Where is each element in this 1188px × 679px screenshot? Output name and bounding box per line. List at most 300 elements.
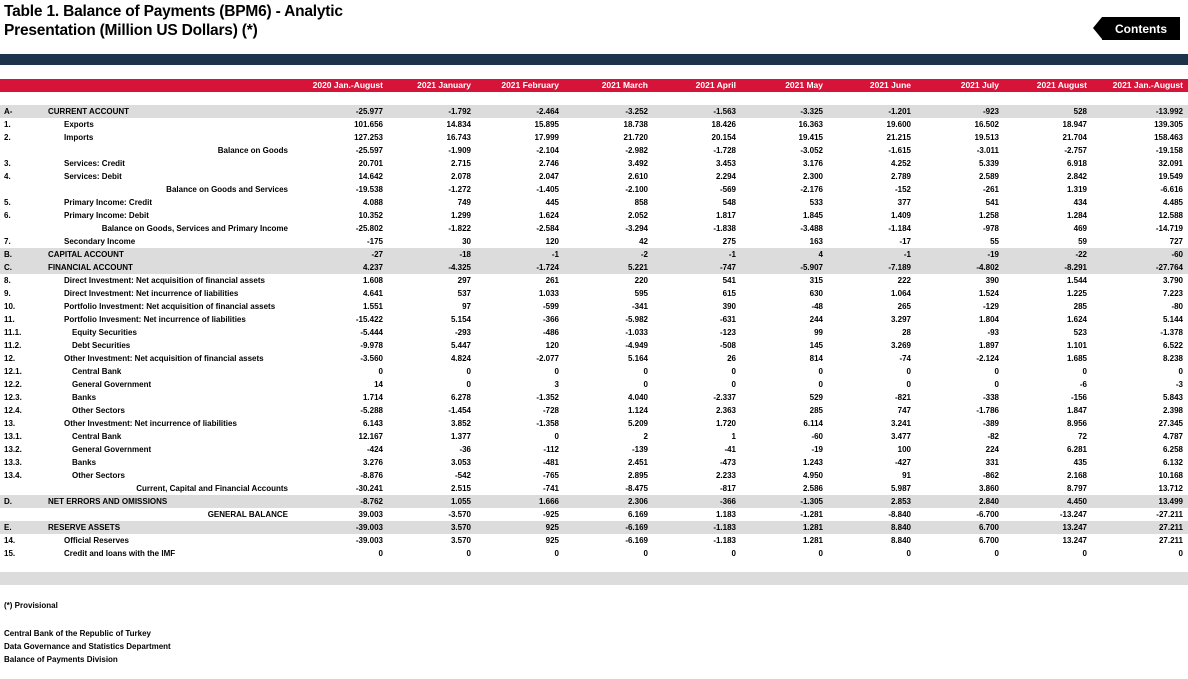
table-cell: 4.040 [627, 393, 648, 402]
row-label: Other Investment: Net acquisition of financial assets [64, 354, 264, 363]
table-cell: -30.241 [355, 484, 383, 493]
table-cell: 18.426 [711, 120, 736, 129]
table-cell: 0 [378, 549, 383, 558]
table-cell: -3.294 [625, 224, 648, 233]
table-cell: 0 [994, 380, 999, 389]
table-cell: -3.560 [360, 354, 383, 363]
table-cell: 1 [731, 432, 736, 441]
table-cell: 1.624 [538, 211, 559, 220]
table-cell: -2 [640, 250, 648, 259]
table-cell: 0 [466, 549, 471, 558]
table-cell: -15.422 [355, 315, 383, 324]
table-cell: 1.243 [802, 458, 823, 467]
table-cell: -1.728 [713, 146, 736, 155]
table-cell: 2.052 [627, 211, 648, 220]
table-cell: 8.238 [1162, 354, 1183, 363]
table-cell: -60 [811, 432, 823, 441]
table-cell: 1.524 [978, 289, 999, 298]
table-cell: 4.450 [1066, 497, 1087, 506]
table-cell: 27.211 [1158, 536, 1183, 545]
row-code: 9. [4, 289, 11, 298]
table-cell: 139.305 [1154, 120, 1183, 129]
table-cell: 5.154 [450, 315, 471, 324]
table-cell: -424 [366, 445, 383, 454]
table-cell: 224 [985, 445, 999, 454]
row-label: Secondary Income [64, 237, 136, 246]
row-code: 13.4. [4, 471, 22, 480]
row-label: Direct Investment: Net incurrence of liabilities [64, 289, 239, 298]
table-cell: -925 [542, 510, 559, 519]
table-cell: -427 [894, 458, 911, 467]
row-label: Balance on Goods, Services and Primary Income [101, 224, 288, 233]
table-cell: 529 [809, 393, 823, 402]
row-code: A- [4, 107, 13, 116]
table-cell: -5.907 [800, 263, 823, 272]
row-label: Primary Income: Credit [64, 198, 153, 207]
column-header: 2021 April [695, 80, 736, 90]
table-cell: 42 [639, 237, 648, 246]
table-row [0, 378, 1188, 391]
table-row [0, 248, 1188, 261]
title-line-2: Presentation (Million US Dollars) (*) [4, 22, 258, 39]
table-cell: -1.909 [448, 146, 471, 155]
table-cell: 0 [643, 549, 648, 558]
table-row [0, 482, 1188, 495]
row-code: 1. [4, 120, 11, 129]
table-cell: 120 [545, 237, 559, 246]
table-cell: 1.377 [450, 432, 471, 441]
table-cell: 528 [1073, 107, 1087, 116]
table-cell: 1.281 [802, 536, 823, 545]
table-row [0, 131, 1188, 144]
table-cell: 3.860 [978, 484, 999, 493]
table-cell: 16.743 [446, 133, 471, 142]
row-label: NET ERRORS AND OMISSIONS [48, 497, 168, 506]
table-cell: 18.947 [1062, 120, 1087, 129]
row-code: 13.1. [4, 432, 22, 441]
table-cell: -1 [551, 250, 559, 259]
row-code: 10. [4, 302, 16, 311]
row-label: RESERVE ASSETS [48, 523, 121, 532]
table-row [0, 157, 1188, 170]
table-cell: -389 [982, 419, 999, 428]
table-cell: -1.358 [536, 419, 559, 428]
table-cell: 0 [1082, 367, 1087, 376]
table-cell: -39.003 [355, 523, 383, 532]
table-row [0, 547, 1188, 560]
table-cell: 6.258 [1162, 445, 1183, 454]
table-cell: 19.513 [974, 133, 999, 142]
table-cell: -3.488 [800, 224, 823, 233]
table-cell: -765 [542, 471, 559, 480]
table-cell: 3.241 [890, 419, 911, 428]
table-cell: -1.184 [888, 224, 911, 233]
row-label: Central Bank [72, 367, 122, 376]
table-cell: 6.281 [1066, 445, 1087, 454]
table-cell: -2.100 [625, 185, 648, 194]
table-cell: 0 [1178, 367, 1183, 376]
table-cell: 0 [731, 549, 736, 558]
table-cell: 548 [722, 198, 736, 207]
table-cell: 3.276 [362, 458, 383, 467]
table-cell: -821 [894, 393, 911, 402]
row-code: 6. [4, 211, 11, 220]
table-cell: -1.405 [536, 185, 559, 194]
table-row [0, 456, 1188, 469]
table-cell: 434 [1073, 198, 1087, 207]
table-cell: -338 [982, 393, 999, 402]
table-cell: -1.838 [713, 224, 736, 233]
table-cell: -3.570 [448, 510, 471, 519]
table-cell: 1.409 [890, 211, 911, 220]
row-label: Other Sectors [72, 406, 125, 415]
row-label: Banks [72, 393, 97, 402]
row-code: 14. [4, 536, 16, 545]
table-cell: -1.563 [713, 107, 736, 116]
table-row [0, 443, 1188, 456]
table-cell: 0 [731, 367, 736, 376]
table-cell: -481 [542, 458, 559, 467]
table-cell: -741 [542, 484, 559, 493]
table-cell: 3 [554, 380, 559, 389]
table-cell: -152 [894, 185, 911, 194]
page-title [4, 2, 343, 40]
table-cell: 3.570 [450, 536, 471, 545]
table-cell: 2 [643, 432, 648, 441]
table-cell: -8.291 [1064, 263, 1087, 272]
navy-divider [0, 54, 1188, 65]
table-row [0, 105, 1188, 118]
table-cell: 925 [545, 536, 559, 545]
table-cell: -2.176 [800, 185, 823, 194]
table-cell: -48 [811, 302, 823, 311]
table-cell: 3.852 [450, 419, 471, 428]
table-cell: -1.378 [1160, 328, 1183, 337]
table-row [0, 313, 1188, 326]
table-row [0, 287, 1188, 300]
table-cell: 6.278 [450, 393, 471, 402]
table-row [0, 144, 1188, 157]
table-cell: 630 [809, 289, 823, 298]
row-code: 4. [4, 172, 11, 181]
table-cell: 1.033 [538, 289, 559, 298]
table-cell: -2.584 [536, 224, 559, 233]
table-cell: -5.982 [625, 315, 648, 324]
table-row [0, 495, 1188, 508]
table-cell: 26 [727, 354, 736, 363]
table-row [0, 183, 1188, 196]
table-row [0, 430, 1188, 443]
table-cell: -19.538 [355, 185, 383, 194]
table-cell: 315 [809, 276, 823, 285]
table-row [0, 300, 1188, 313]
table-cell: -3.011 [976, 146, 999, 155]
table-cell: -1.183 [713, 536, 736, 545]
table-cell: 5.339 [978, 159, 999, 168]
table-row [0, 209, 1188, 222]
table-cell: -1.272 [448, 185, 471, 194]
table-cell: -4.802 [976, 263, 999, 272]
table-cell: -9.978 [360, 341, 383, 350]
table-cell: -175 [366, 237, 383, 246]
table-cell: -123 [719, 328, 736, 337]
table-cell: 10.352 [358, 211, 383, 220]
table-cell: -17 [899, 237, 911, 246]
row-code: 12.3. [4, 393, 22, 402]
table-cell: -631 [719, 315, 736, 324]
table-cell: 0 [906, 549, 911, 558]
table-cell: 2.895 [627, 471, 648, 480]
table-cell: 0 [1082, 549, 1087, 558]
table-cell: -4.325 [448, 263, 471, 272]
table-cell: 537 [457, 289, 471, 298]
table-cell: 4.641 [362, 289, 383, 298]
row-label: Services: Debit [64, 172, 122, 181]
table-cell: -19 [987, 250, 999, 259]
table-cell: 5.843 [1162, 393, 1183, 402]
row-code: D. [4, 497, 12, 506]
table-cell: 469 [1073, 224, 1087, 233]
table-cell: 390 [722, 302, 736, 311]
table-cell: -112 [543, 445, 559, 454]
table-cell: 16.363 [798, 120, 823, 129]
table-cell: -2.982 [625, 146, 648, 155]
table-cell: 1.284 [1066, 211, 1087, 220]
table-cell: 1.845 [802, 211, 823, 220]
table-cell: 30 [462, 237, 471, 246]
table-cell: 220 [634, 276, 648, 285]
row-code: 3. [4, 159, 11, 168]
table-cell: 16.502 [974, 120, 999, 129]
table-cell: -2.077 [536, 354, 559, 363]
table-cell: 6.522 [1162, 341, 1183, 350]
table-cell: 72 [1078, 432, 1087, 441]
table-cell: 27.211 [1158, 523, 1183, 532]
table-cell: -542 [454, 471, 471, 480]
table-cell: 7.223 [1162, 289, 1183, 298]
row-code: 13.3. [4, 458, 22, 467]
table-cell: 8.840 [890, 536, 911, 545]
table-cell: 2.746 [538, 159, 559, 168]
table-row [0, 326, 1188, 339]
table-cell: -1.786 [976, 406, 999, 415]
table-cell: -599 [542, 302, 559, 311]
footer-line-2: Data Governance and Statistics Department [4, 642, 171, 651]
table-cell: 13.247 [1062, 523, 1087, 532]
table-cell: 4.088 [362, 198, 383, 207]
row-label: GENERAL BALANCE [207, 510, 288, 519]
table-cell: 2.842 [1066, 172, 1087, 181]
table-cell: -5.288 [360, 406, 383, 415]
table-cell: -1.724 [536, 263, 559, 272]
table-cell: 5.987 [890, 484, 911, 493]
table-cell: 523 [1073, 328, 1087, 337]
row-label: Other Sectors [72, 471, 125, 480]
table-cell: 39.003 [358, 510, 383, 519]
table-cell: 2.363 [715, 406, 736, 415]
table-cell: -19.158 [1155, 146, 1183, 155]
table-cell: 1.055 [450, 497, 471, 506]
table-cell: -13.247 [1059, 510, 1087, 519]
table-cell: 533 [809, 198, 823, 207]
row-label: Current, Capital and Financial Accounts [136, 484, 288, 493]
column-header: 2021 July [960, 80, 999, 90]
table-cell: 595 [634, 289, 648, 298]
table-cell: -923 [982, 107, 999, 116]
table-cell: 158.463 [1154, 133, 1183, 142]
table-cell: 4.950 [802, 471, 823, 480]
table-cell: 2.515 [450, 484, 471, 493]
row-label: Official Reserves [64, 536, 129, 545]
table-cell: -14.719 [1155, 224, 1183, 233]
table-cell: 0 [643, 367, 648, 376]
footer-line-1: Central Bank of the Republic of Turkey [4, 629, 151, 638]
table-cell: 1.299 [450, 211, 471, 220]
column-header: 2021 Jan.-August [1112, 80, 1183, 90]
row-code: E. [4, 523, 12, 532]
table-cell: 28 [902, 328, 911, 337]
table-cell: 19.415 [798, 133, 823, 142]
table-cell: 2.789 [890, 172, 911, 181]
table-cell: 4 [818, 250, 823, 259]
table-row [0, 118, 1188, 131]
table-cell: 2.078 [450, 172, 471, 181]
table-cell: -41 [724, 445, 736, 454]
table-cell: 1.804 [978, 315, 999, 324]
table-cell: -2.104 [536, 146, 559, 155]
table-cell: -3 [1175, 380, 1183, 389]
table-row [0, 352, 1188, 365]
column-header-bar [0, 79, 1188, 92]
row-label: CAPITAL ACCOUNT [48, 250, 124, 259]
table-cell: -1 [903, 250, 911, 259]
table-cell: 3.269 [890, 341, 911, 350]
table-cell: 1.544 [1066, 276, 1087, 285]
row-label: Equity Securities [72, 328, 137, 337]
table-cell: 0 [906, 380, 911, 389]
table-row [0, 339, 1188, 352]
row-label: Balance on Goods [217, 146, 288, 155]
row-code: 11.2. [4, 341, 22, 350]
table-cell: 1.183 [715, 510, 736, 519]
table-cell: 3.453 [715, 159, 736, 168]
table-cell: -1.183 [713, 523, 736, 532]
table-cell: 541 [722, 276, 736, 285]
balance-table [0, 105, 1188, 560]
row-label: Imports [64, 133, 94, 142]
row-label: CURRENT ACCOUNT [48, 107, 130, 116]
table-cell: -80 [1171, 302, 1183, 311]
table-cell: -8.762 [360, 497, 383, 506]
table-cell: 1.685 [1066, 354, 1087, 363]
table-cell: 2.300 [802, 172, 823, 181]
table-cell: -19 [811, 445, 823, 454]
table-cell: 8.797 [1066, 484, 1087, 493]
table-cell: 0 [643, 380, 648, 389]
table-cell: -6.700 [976, 510, 999, 519]
table-row [0, 170, 1188, 183]
table-cell: 13.499 [1158, 497, 1183, 506]
table-cell: 21.704 [1062, 133, 1087, 142]
table-cell: 814 [809, 354, 823, 363]
table-cell: 2.047 [538, 172, 559, 181]
table-cell: 6.700 [978, 523, 999, 532]
table-cell: 1.847 [1066, 406, 1087, 415]
table-cell: -60 [1171, 250, 1183, 259]
row-label: Central Bank [72, 432, 122, 441]
table-cell: -366 [719, 497, 736, 506]
table-cell: -341 [631, 302, 648, 311]
table-cell: 1.817 [715, 211, 736, 220]
table-cell: -366 [542, 315, 559, 324]
table-cell: -862 [982, 471, 999, 480]
table-cell: 0 [466, 380, 471, 389]
table-cell: 2.451 [627, 458, 648, 467]
column-header: 2021 May [785, 80, 823, 90]
table-row [0, 196, 1188, 209]
table-cell: -1.281 [800, 510, 823, 519]
table-cell: 275 [722, 237, 736, 246]
row-label: Primary Income: Debit [64, 211, 149, 220]
table-cell: -7.189 [888, 263, 911, 272]
table-cell: 13.247 [1062, 536, 1087, 545]
table-cell: 2.398 [1162, 406, 1183, 415]
table-cell: -25.977 [355, 107, 383, 116]
row-label: Credit and loans with the IMF [64, 549, 176, 558]
title-line-1: Table 1. Balance of Payments (BPM6) - Analytic [4, 3, 343, 20]
table-cell: 265 [897, 302, 911, 311]
table-cell: -728 [542, 406, 559, 415]
table-cell: -27.211 [1156, 510, 1183, 519]
table-cell: 4.787 [1162, 432, 1183, 441]
table-cell: 3.570 [450, 523, 471, 532]
table-cell: 6.114 [803, 419, 823, 428]
table-cell: -36 [459, 445, 471, 454]
table-cell: 6.132 [1162, 458, 1183, 467]
table-cell: -27 [371, 250, 383, 259]
table-cell: -13.992 [1155, 107, 1183, 116]
column-header: 2021 February [501, 80, 559, 90]
table-cell: 2.610 [627, 172, 648, 181]
table-cell: -2.337 [713, 393, 736, 402]
table-cell: 747 [897, 406, 911, 415]
table-cell: 0 [1178, 549, 1183, 558]
table-cell: 55 [990, 237, 999, 246]
footer [4, 627, 171, 666]
row-code: 11.1. [4, 328, 22, 337]
table-cell: 5.221 [627, 263, 648, 272]
row-code: 12.1. [4, 367, 22, 376]
table-cell: -508 [719, 341, 736, 350]
table-cell: 2.306 [627, 497, 648, 506]
table-cell: -3.325 [800, 107, 823, 116]
table-cell: 0 [818, 380, 823, 389]
table-cell: 1.897 [978, 341, 999, 350]
table-cell: 6.143 [362, 419, 383, 428]
table-cell: 1.720 [715, 419, 736, 428]
contents-button[interactable]: Contents [1102, 17, 1180, 40]
table-cell: 541 [985, 198, 999, 207]
table-cell: -22 [1075, 250, 1087, 259]
table-cell: -4.949 [625, 341, 648, 350]
table-row [0, 534, 1188, 547]
table-cell: 6.918 [1066, 159, 1087, 168]
table-cell: -8.475 [625, 484, 648, 493]
table-cell: 727 [1169, 237, 1183, 246]
table-cell: 445 [545, 198, 559, 207]
table-cell: -2.757 [1064, 146, 1087, 155]
table-cell: -486 [542, 328, 559, 337]
